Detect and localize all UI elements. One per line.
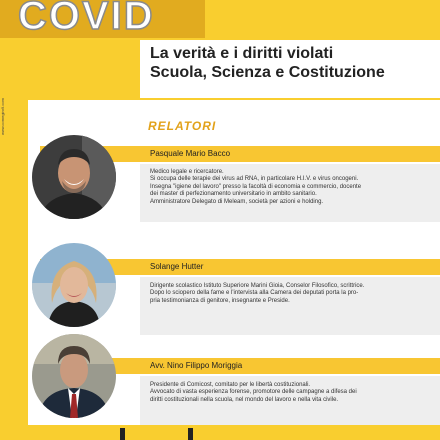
title-box (0, 0, 205, 38)
header-band (205, 0, 440, 38)
footer-mark (188, 428, 193, 440)
bio-line: Presidente di Comicost, comitato per le libertà costituzionali. (150, 382, 311, 388)
bio-line: Amministratore Delegato di Meleam, società per azioni e holding. (150, 198, 324, 205)
bio-line: Dopo lo sciopero della fame e l'intervista alla Camera dei deputati porta la pro- (150, 290, 359, 297)
section-label-relatori: RELATORI (148, 119, 217, 133)
bio-line: Avvocato di vasta esperienza forense, promotore delle campagne a difesa dei (150, 389, 357, 396)
bio-line: diritti costituzionali nella scuola, nel mondo del lavoro e nella vita civile. (150, 396, 339, 403)
website-text: www.comegiro9.com (0, 98, 5, 135)
bio-line: Insegna "igiene del lavoro" presso la facoltà di economia e commercio, docente (150, 183, 362, 190)
footer-mark (120, 428, 125, 440)
speaker-name: Avv. Nino Filippo Moriggia (150, 361, 243, 370)
speaker-name: Pasquale Mario Bacco (150, 149, 231, 158)
bio-line: Si occupa delle terapie dei virus ad RNA, in particolare H.I.V. e virus oncogeni. (150, 176, 359, 183)
left-yellow-column (0, 100, 28, 440)
speaker-bio (150, 283, 435, 305)
bio-line: Dirigente scolastico Istituto Superiore Marini Gioia, Conselor Filosofico, scrittrice. (150, 283, 365, 289)
bio-line: dei master di perfezionamento universitario in ambito sanitario. (150, 191, 317, 198)
bio-line: Medico legale e ricercatore. (150, 169, 224, 175)
speaker-photo (32, 135, 116, 219)
event-title: COVID (18, 0, 155, 38)
speaker-name: Solange Hutter (150, 262, 204, 271)
speaker-photo (32, 243, 116, 327)
subtitle-line-1: La verità e i diritti violati (150, 45, 334, 62)
speaker-photo (32, 334, 116, 418)
footer-band (0, 425, 440, 440)
subtitle-line-2: Scuola, Scienza e Costituzione (150, 64, 385, 81)
speaker-bio (150, 382, 435, 404)
speaker-bio (150, 169, 435, 206)
bio-line: pria testimonianza di genitore, insegnante e Preside. (150, 297, 290, 304)
